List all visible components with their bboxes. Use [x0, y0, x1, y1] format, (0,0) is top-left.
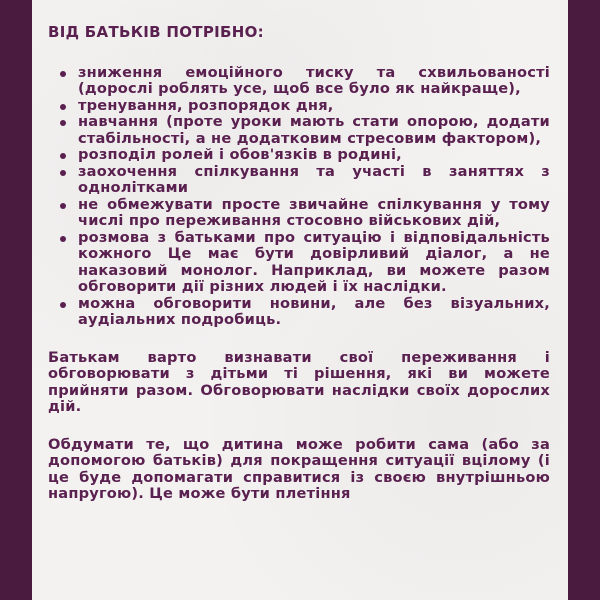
list-item — [48, 147, 550, 164]
bullet-list — [48, 65, 550, 329]
list-item — [48, 164, 550, 197]
list-item-text: заохочення спілкування та участі в заняттях з однолітками — [78, 162, 550, 196]
list-item — [48, 114, 550, 147]
list-item-text: можна обговорити новини, але без візуальних, аудіальних подробиць. — [78, 294, 550, 328]
bullet-icon — [60, 203, 66, 209]
paragraph: Батькам варто визнавати свої переживання і обговорювати з дітьми ті рішення, які ви можете прийняти разом. Обговорювати наслідки своїх дорослих дій. — [48, 348, 550, 415]
bullet-icon — [60, 120, 66, 126]
bullet-icon — [60, 153, 66, 159]
section-heading: ВІД БАТЬКІВ ПОТРІБНО: — [48, 23, 264, 41]
bullet-icon — [60, 236, 66, 242]
list-item-text: зниження емоційного тиску та схвильованості (дорослі роблять усе, щоб все було як найкраще), — [78, 63, 550, 97]
bullet-icon — [60, 71, 66, 77]
document-body — [48, 24, 550, 524]
list-item — [48, 98, 550, 115]
right-frame-border — [568, 0, 600, 600]
list-item-text: навчання (проте уроки мають стати опорою, додати стабільності, а не додатковим стресовим фактором), — [78, 113, 550, 147]
paragraph: Обдумати те, що дитина може робити сама (або за допомогою батьків) для покращення ситуації вцілому (і це буде допомагати справитися із своєю внутрішньою напругою). Це може бути плетіння — [48, 435, 550, 502]
bullet-icon — [60, 302, 66, 308]
list-item — [48, 230, 550, 296]
list-item-text: тренування, розпорядок дня, — [78, 96, 334, 114]
list-item — [48, 65, 550, 98]
left-frame-border — [0, 0, 32, 600]
bullet-icon — [60, 170, 66, 176]
list-item-text: розподіл ролей і обов'язків в родині, — [78, 146, 402, 163]
bullet-icon — [60, 104, 66, 110]
list-item-text: не обмежувати просте звичайне спілкування у тому числі про переживання стосовно військових дій, — [78, 195, 550, 229]
list-item — [48, 296, 550, 329]
list-item — [48, 197, 550, 230]
list-item-text: розмова з батьками про ситуацію і відповідальність кожного Це має бути довірливий діалог, а не наказовий монолог. Наприклад, ви можете разом обговорити дії різних людей і їх наслідки. — [78, 228, 550, 295]
